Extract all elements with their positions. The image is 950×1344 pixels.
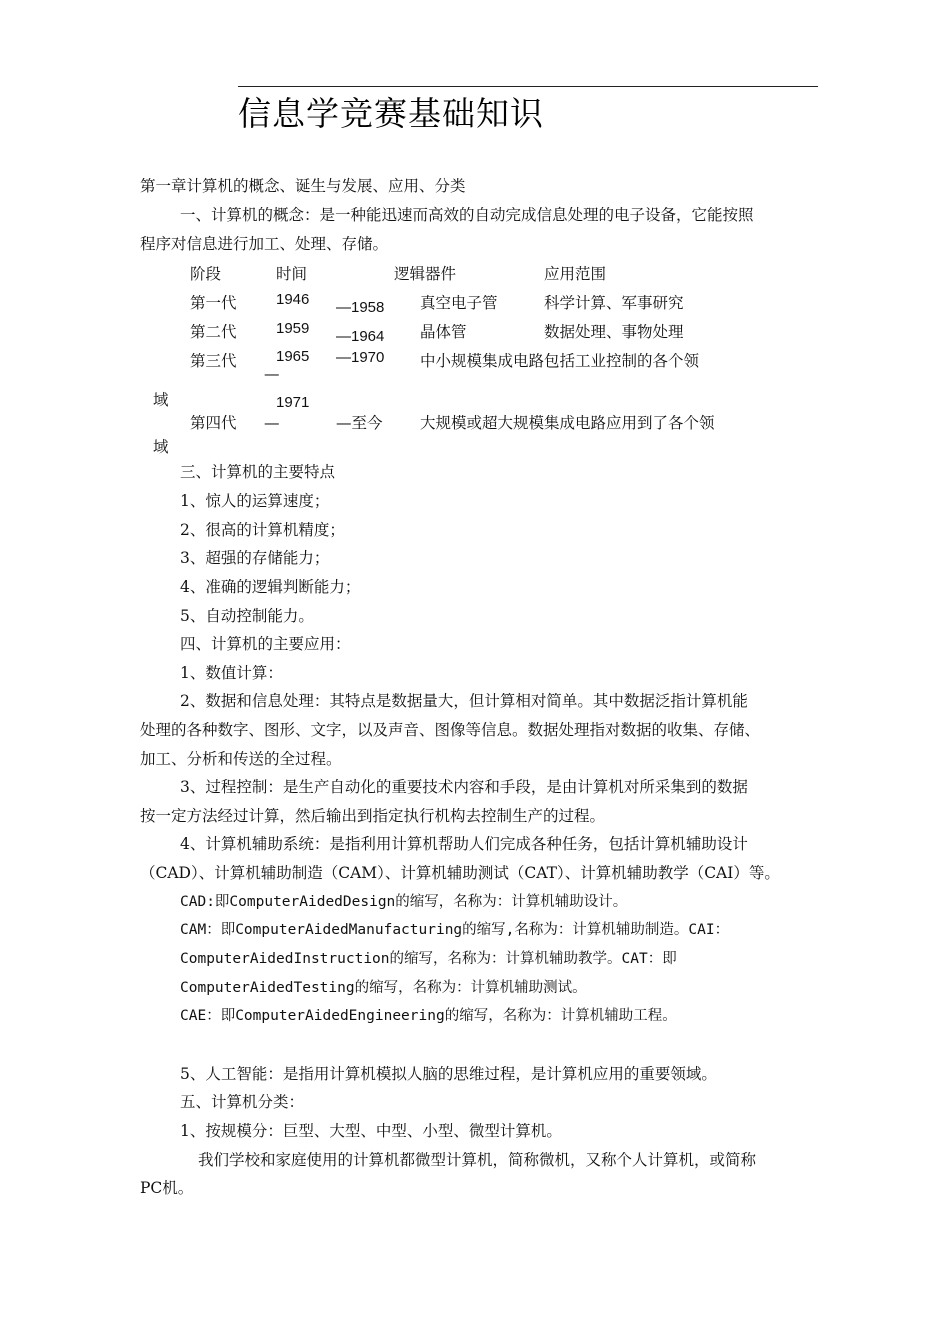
concept-line-1: 一、计算机的概念：是一种能迅速而高效的自动完成信息处理的电子设备，它能按照 — [180, 206, 754, 224]
table-cell-wrap: 域 — [153, 391, 169, 409]
table-header-device: 逻辑器件 — [394, 265, 457, 283]
table-cell-start: 1971 — [276, 394, 310, 411]
application-control-line-2: 按一定方法经过计算，然后输出到指定执行机构去控制生产的过程。 — [140, 807, 606, 825]
page-title: 信息学竞赛基础知识 — [238, 94, 544, 133]
table-header-usage: 应用范围 — [544, 265, 607, 283]
table-cell-stage: 第四代 — [190, 414, 237, 432]
table-cell-device: 真空电子管 — [420, 294, 498, 312]
chapter-heading: 第一章计算机的概念、诞生与发展、应用、分类 — [140, 177, 466, 195]
table-cell-dash: — — [264, 365, 280, 383]
application-data-line-1: 2、数据和信息处理：其特点是数据量大，但计算相对简单。其中数据泛指计算机能 — [180, 692, 748, 710]
table-cell-device: 大规模或超大规模集成电路应用到了各个领 — [420, 414, 715, 432]
table-cell-device: 晶体管 — [420, 323, 467, 341]
application-ai: 5、人工智能：是指用计算机模拟人脑的思维过程，是计算机应用的重要领域。 — [180, 1065, 717, 1083]
table-cell-start: 1965 — [276, 348, 310, 365]
features-heading: 三、计算机的主要特点 — [180, 463, 336, 481]
table-cell-start: 1946 — [276, 291, 310, 308]
application-data-line-3: 加工、分析和传送的全过程。 — [140, 750, 342, 768]
table-cell-start: 1959 — [276, 320, 310, 337]
classification-pc-line-1: 我们学校和家庭使用的计算机都微型计算机，简称微机，又称个人计算机，或简称 — [198, 1151, 757, 1169]
table-cell-usage: 数据处理、事物处理 — [544, 323, 684, 341]
table-cell-stage: 第二代 — [190, 323, 237, 341]
list-item: 1、惊人的运算速度； — [180, 492, 330, 510]
table-cell-wrap: 域 — [153, 438, 169, 456]
applications-heading: 四、计算机的主要应用： — [180, 635, 351, 653]
table-cell-end: —1958 — [336, 299, 385, 316]
application-aided-line-1: 4、计算机辅助系统：是指利用计算机帮助人们完成各种任务，包括计算机辅助设计 — [180, 835, 748, 853]
table-cell-stage: 第三代 — [190, 352, 237, 370]
cam-definition-line-1: CAM：即ComputerAidedManufacturing的缩写,名称为：计算机辅助制造。CAI： — [180, 922, 730, 938]
table-cell-dash: — — [264, 414, 280, 432]
cad-definition: CAD:即ComputerAidedDesign的缩写，名称为：计算机辅助设计。 — [180, 894, 628, 910]
table-cell-end: —1970 — [336, 349, 385, 366]
table-cell-device: 中小规模集成电路包括工业控制的各个领 — [420, 352, 700, 370]
application-data-line-2: 处理的各种数字、图形、文字，以及声音、图像等信息。数据处理指对数据的收集、存储、 — [140, 721, 761, 739]
table-cell-usage: 科学计算、军事研究 — [544, 294, 684, 312]
application-control-line-1: 3、过程控制：是生产自动化的重要技术内容和手段，是由计算机对所采集到的数据 — [180, 778, 748, 796]
cam-definition-line-3: ComputerAidedTesting的缩写，名称为：计算机辅助测试。 — [180, 980, 587, 996]
header-rule — [238, 86, 818, 87]
list-item: 3、超强的存储能力； — [180, 549, 330, 567]
application-numeric: 1、数值计算： — [180, 664, 283, 682]
application-aided-line-2: （CAD）、计算机辅助制造（CAM）、计算机辅助测试（CAT）、计算机辅助教学（CAI）等。 — [140, 864, 780, 882]
table-cell-end: —至今 — [336, 414, 383, 432]
table-cell-end: —1964 — [336, 328, 385, 345]
table-header-time: 时间 — [276, 265, 308, 283]
cae-definition: CAE：即ComputerAidedEngineering的缩写，名称为：计算机辅助工程。 — [180, 1008, 677, 1024]
table-cell-stage: 第一代 — [190, 294, 237, 312]
classification-pc-line-2: PC机。 — [140, 1179, 194, 1197]
classification-scale: 1、按规模分：巨型、大型、中型、小型、微型计算机。 — [180, 1122, 562, 1140]
list-item: 5、自动控制能力。 — [180, 607, 314, 625]
table-header-stage: 阶段 — [190, 265, 222, 283]
list-item: 2、很高的计算机精度； — [180, 521, 345, 539]
cam-definition-line-2: ComputerAidedInstruction的缩写，名称为：计算机辅助教学。CAT：即 — [180, 951, 677, 967]
classification-heading: 五、计算机分类： — [180, 1093, 305, 1111]
concept-line-2: 程序对信息进行加工、处理、存储。 — [140, 235, 389, 253]
list-item: 4、准确的逻辑判断能力； — [180, 578, 361, 596]
